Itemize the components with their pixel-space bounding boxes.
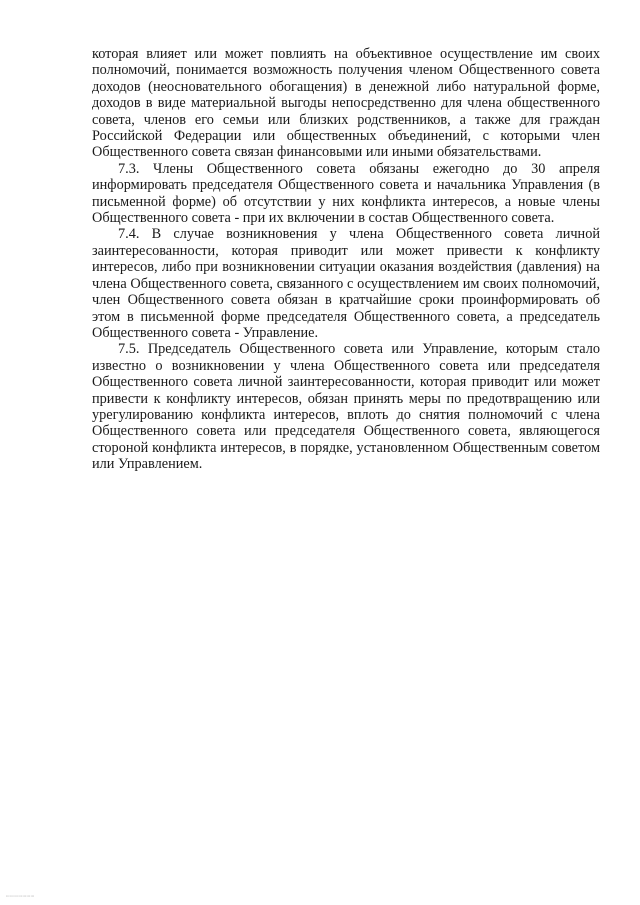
document-body (92, 46, 600, 473)
paragraph-continuation: которая влияет или может повлиять на объективное осуществление им своих полномочий, понимается возможность получения членом Общественного совета доходов (неосновательного обогащения) в денежной либо натуральной форме, доходов в виде материальной выгоды непосредственно для члена общественного совета, членов его семьи или близких родственников, а также для граждан Российской Федерации или общественных объединений, с которыми член Общественного совета связан финансовыми или иными обязательствами. (92, 46, 600, 161)
scan-artifact-mark: ⋯⋯⋯⋯⋯⋯⋯ (6, 893, 35, 900)
paragraph-7-5: 7.5. Председатель Общественного совета или Управление, которым стало известно о возникновении у члена Общественного совета или председателя Общественного совета личной заинтересованности, которая приводит или может привести к конфликту интересов, обязан принять меры по предотвращению или урегулированию конфликта интересов, вплоть до снятия полномочий с члена Общественного совета или председателя Общественного совета, являющегося стороной конфликта интересов, в порядке, установленном Общественным советом или Управлением. (92, 341, 600, 473)
paragraph-7-3: 7.3. Члены Общественного совета обязаны ежегодно до 30 апреля информировать председателя Общественного совета и начальника Управления (в письменной форме) об отсутствии у них конфликта интересов, а новые члены Общественного совета - при их включении в состав Общественного совета. (92, 160, 600, 227)
paragraph-7-4: 7.4. В случае возникновения у члена Общественного совета личной заинтересованности, которая приводит или может привести к конфликту интересов, либо при возникновении ситуации оказания воздействия (давления) на члена Общественного совета, связанного с осуществлением им своих полномочий, член Общественного совета обязан в кратчайшие сроки проинформировать об этом в письменной форме председателя Общественного совета, а председатель Общественного совета - Управление. (92, 226, 600, 341)
